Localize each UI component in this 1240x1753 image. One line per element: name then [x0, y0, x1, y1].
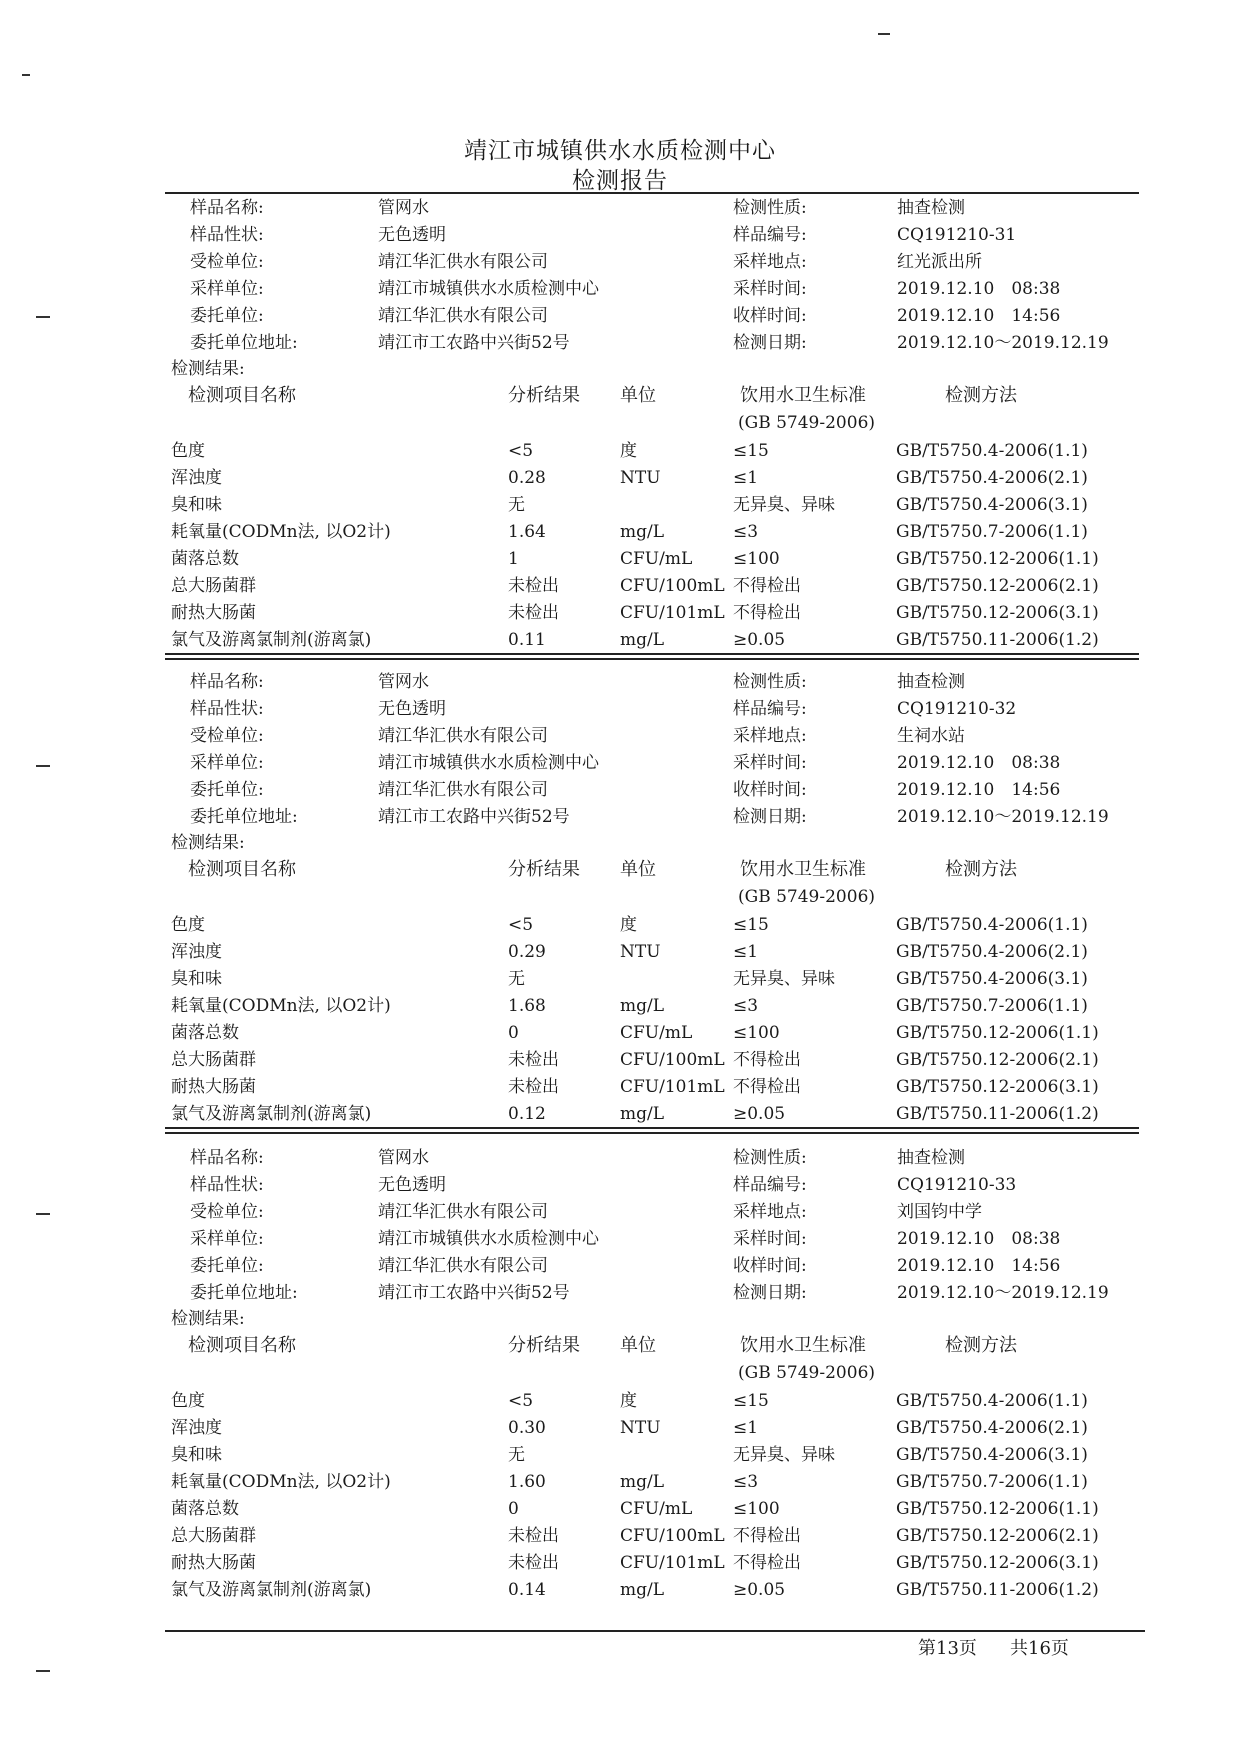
cell-result: 0: [508, 1023, 519, 1043]
cell-standard: ≤100: [733, 1499, 780, 1519]
cell-unit: 度: [620, 1391, 637, 1411]
field-value: 管网水: [378, 198, 429, 218]
cell-result: 0.28: [508, 468, 546, 488]
field-label: 采样时间:: [733, 279, 807, 299]
cell-item: 氯气及游离氯制剂(游离氯): [171, 1580, 372, 1600]
column-header-unit: 单位: [620, 385, 656, 406]
field-label: 样品编号:: [733, 699, 807, 719]
cell-result: 未检出: [508, 576, 559, 596]
column-header-result: 分析结果: [508, 385, 580, 406]
field-value: 无色透明: [378, 225, 446, 245]
cell-standard: ≤1: [733, 468, 759, 488]
field-value: 抽查检测: [897, 672, 965, 692]
cell-result: 0.29: [508, 942, 546, 962]
field-label: 样品性状:: [190, 699, 264, 719]
cell-item: 色度: [171, 1391, 205, 1411]
column-header-standard-ref: (GB 5749-2006): [738, 1363, 876, 1383]
cell-result: 0.11: [508, 630, 546, 650]
cell-unit: CFU/100mL: [620, 576, 725, 596]
cell-result: <5: [508, 915, 534, 935]
column-header-item: 检测项目名称: [188, 385, 296, 406]
field-value: 2019.12.10～2019.12.19: [897, 1283, 1109, 1303]
cell-item: 色度: [171, 441, 205, 461]
field-label: 检测日期:: [733, 1283, 807, 1303]
cell-result: 未检出: [508, 603, 559, 623]
cell-standard: ≥0.05: [733, 1580, 786, 1600]
scan-mark: [36, 765, 50, 767]
cell-standard: 不得检出: [733, 603, 801, 623]
field-label: 委托单位:: [190, 780, 264, 800]
scan-mark: [36, 1670, 50, 1672]
cell-method: GB/T5750.12-2006(1.1): [896, 549, 1099, 569]
top-rule: [165, 192, 1139, 194]
cell-standard: ≤3: [733, 522, 759, 542]
field-label: 受检单位:: [190, 1202, 264, 1222]
cell-unit: 度: [620, 915, 637, 935]
field-label: 受检单位:: [190, 252, 264, 272]
field-value: 靖江市城镇供水水质检测中心: [378, 279, 599, 299]
column-header-method: 检测方法: [945, 385, 1017, 406]
cell-standard: ≤100: [733, 1023, 780, 1043]
cell-standard: ≤15: [733, 1391, 769, 1411]
cell-unit: mg/L: [620, 1580, 665, 1600]
cell-result: 0.14: [508, 1580, 546, 1600]
cell-unit: mg/L: [620, 630, 665, 650]
section-rule: [165, 658, 1139, 660]
cell-standard: ≤100: [733, 549, 780, 569]
cell-result: 1.64: [508, 522, 546, 542]
cell-standard: 不得检出: [733, 1050, 801, 1070]
cell-item: 耐热大肠菌: [171, 1553, 256, 1573]
cell-unit: NTU: [620, 468, 661, 488]
cell-standard: ≤1: [733, 942, 759, 962]
field-value: 靖江市城镇供水水质检测中心: [378, 753, 599, 773]
cell-result: 1: [508, 549, 519, 569]
cell-unit: mg/L: [620, 522, 665, 542]
cell-item: 菌落总数: [171, 549, 239, 569]
field-value: 靖江华汇供水有限公司: [378, 1256, 548, 1276]
field-value: 抽查检测: [897, 1148, 965, 1168]
org-title: 靖江市城镇供水水质检测中心: [464, 138, 776, 164]
field-value: 靖江华汇供水有限公司: [378, 780, 548, 800]
field-label: 样品编号:: [733, 1175, 807, 1195]
cell-result: 0.30: [508, 1418, 546, 1438]
cell-standard: 不得检出: [733, 576, 801, 596]
cell-standard: ≤3: [733, 1472, 759, 1492]
cell-standard: ≤3: [733, 996, 759, 1016]
column-header-result: 分析结果: [508, 1335, 580, 1356]
cell-standard: ≥0.05: [733, 1104, 786, 1124]
field-label: 受检单位:: [190, 726, 264, 746]
field-value: 2019.12.10～2019.12.19: [897, 333, 1109, 353]
field-label: 检测性质:: [733, 672, 807, 692]
cell-item: 浑浊度: [171, 468, 222, 488]
column-header-standard-ref: (GB 5749-2006): [738, 413, 876, 433]
cell-method: GB/T5750.4-2006(1.1): [896, 441, 1088, 461]
cell-standard: 不得检出: [733, 1526, 801, 1546]
cell-item: 总大肠菌群: [171, 1050, 256, 1070]
field-value: 红光派出所: [897, 252, 982, 272]
field-label: 委托单位地址:: [190, 807, 298, 827]
cell-method: GB/T5750.12-2006(3.1): [896, 1077, 1099, 1097]
column-header-standard: 饮用水卫生标准: [740, 1335, 866, 1356]
cell-standard: 无异臭、异味: [733, 1445, 835, 1465]
field-value: 靖江市工农路中兴街52号: [378, 333, 570, 353]
cell-unit: NTU: [620, 942, 661, 962]
cell-item: 总大肠菌群: [171, 576, 256, 596]
cell-item: 耐热大肠菌: [171, 603, 256, 623]
cell-result: 无: [508, 1445, 525, 1465]
field-label: 样品性状:: [190, 225, 264, 245]
cell-method: GB/T5750.7-2006(1.1): [896, 1472, 1088, 1492]
results-heading: 检测结果:: [171, 833, 245, 853]
page-total: 共16页: [1010, 1638, 1069, 1659]
cell-unit: CFU/mL: [620, 1023, 693, 1043]
cell-unit: mg/L: [620, 1472, 665, 1492]
cell-unit: CFU/mL: [620, 1499, 693, 1519]
cell-result: 0.12: [508, 1104, 546, 1124]
section-rule: [165, 1132, 1139, 1134]
column-header-method: 检测方法: [945, 859, 1017, 880]
cell-method: GB/T5750.4-2006(1.1): [896, 1391, 1088, 1411]
field-label: 样品编号:: [733, 225, 807, 245]
field-label: 采样时间:: [733, 753, 807, 773]
cell-item: 耗氧量(CODMn法, 以O2计): [171, 522, 391, 542]
bottom-rule: [165, 1630, 1145, 1632]
field-label: 委托单位地址:: [190, 333, 298, 353]
cell-item: 臭和味: [171, 1445, 222, 1465]
field-label: 采样地点:: [733, 252, 807, 272]
field-value: 2019.12.10 14:56: [897, 780, 1061, 800]
field-value: 无色透明: [378, 1175, 446, 1195]
cell-result: 未检出: [508, 1050, 559, 1070]
cell-method: GB/T5750.12-2006(1.1): [896, 1023, 1099, 1043]
results-heading: 检测结果:: [171, 1309, 245, 1329]
field-value: 靖江华汇供水有限公司: [378, 726, 548, 746]
cell-unit: CFU/101mL: [620, 1553, 725, 1573]
cell-method: GB/T5750.12-2006(2.1): [896, 1050, 1099, 1070]
field-value: 生祠水站: [897, 726, 965, 746]
cell-item: 总大肠菌群: [171, 1526, 256, 1546]
cell-item: 臭和味: [171, 969, 222, 989]
field-label: 检测日期:: [733, 807, 807, 827]
cell-method: GB/T5750.11-2006(1.2): [896, 630, 1099, 650]
cell-standard: 不得检出: [733, 1077, 801, 1097]
cell-standard: ≥0.05: [733, 630, 786, 650]
field-value: 2019.12.10 14:56: [897, 306, 1061, 326]
cell-standard: 无异臭、异味: [733, 495, 835, 515]
field-label: 采样单位:: [190, 1229, 264, 1249]
cell-method: GB/T5750.12-2006(1.1): [896, 1499, 1099, 1519]
cell-item: 氯气及游离氯制剂(游离氯): [171, 630, 372, 650]
cell-unit: mg/L: [620, 1104, 665, 1124]
field-label: 采样单位:: [190, 279, 264, 299]
report-title: 检测报告: [572, 168, 668, 194]
field-label: 收样时间:: [733, 780, 807, 800]
field-label: 样品名称:: [190, 198, 264, 218]
field-value: 靖江市工农路中兴街52号: [378, 1283, 570, 1303]
field-value: 靖江华汇供水有限公司: [378, 1202, 548, 1222]
field-value: 管网水: [378, 672, 429, 692]
cell-item: 色度: [171, 915, 205, 935]
cell-result: 1.68: [508, 996, 546, 1016]
cell-result: 未检出: [508, 1526, 559, 1546]
cell-method: GB/T5750.4-2006(2.1): [896, 1418, 1088, 1438]
column-header-item: 检测项目名称: [188, 859, 296, 880]
field-value: CQ191210-33: [897, 1175, 1017, 1195]
cell-method: GB/T5750.4-2006(3.1): [896, 1445, 1088, 1465]
column-header-unit: 单位: [620, 859, 656, 880]
cell-unit: 度: [620, 441, 637, 461]
cell-item: 菌落总数: [171, 1499, 239, 1519]
cell-result: 无: [508, 495, 525, 515]
cell-unit: NTU: [620, 1418, 661, 1438]
field-value: 无色透明: [378, 699, 446, 719]
field-value: 2019.12.10～2019.12.19: [897, 807, 1109, 827]
cell-method: GB/T5750.12-2006(2.1): [896, 576, 1099, 596]
field-value: 靖江华汇供水有限公司: [378, 252, 548, 272]
field-label: 样品性状:: [190, 1175, 264, 1195]
field-label: 委托单位:: [190, 306, 264, 326]
cell-result: 0: [508, 1499, 519, 1519]
field-label: 检测性质:: [733, 1148, 807, 1168]
field-label: 委托单位:: [190, 1256, 264, 1276]
cell-unit: CFU/101mL: [620, 603, 725, 623]
column-header-result: 分析结果: [508, 859, 580, 880]
field-label: 收样时间:: [733, 306, 807, 326]
cell-item: 臭和味: [171, 495, 222, 515]
cell-item: 浑浊度: [171, 1418, 222, 1438]
field-value: 刘国钧中学: [897, 1202, 982, 1222]
field-label: 样品名称:: [190, 672, 264, 692]
cell-standard: 无异臭、异味: [733, 969, 835, 989]
cell-unit: CFU/100mL: [620, 1526, 725, 1546]
field-value: 2019.12.10 08:38: [897, 753, 1061, 773]
page-number: 第13页: [918, 1638, 977, 1659]
cell-item: 耐热大肠菌: [171, 1077, 256, 1097]
cell-method: GB/T5750.4-2006(3.1): [896, 495, 1088, 515]
column-header-unit: 单位: [620, 1335, 656, 1356]
field-label: 采样地点:: [733, 726, 807, 746]
cell-method: GB/T5750.7-2006(1.1): [896, 522, 1088, 542]
cell-result: 未检出: [508, 1553, 559, 1573]
field-value: CQ191210-32: [897, 699, 1017, 719]
column-header-item: 检测项目名称: [188, 1335, 296, 1356]
cell-method: GB/T5750.7-2006(1.1): [896, 996, 1088, 1016]
cell-item: 浑浊度: [171, 942, 222, 962]
cell-method: GB/T5750.4-2006(3.1): [896, 969, 1088, 989]
cell-standard: 不得检出: [733, 1553, 801, 1573]
column-header-standard: 饮用水卫生标准: [740, 859, 866, 880]
cell-method: GB/T5750.12-2006(3.1): [896, 1553, 1099, 1573]
section-rule: [165, 653, 1139, 655]
scan-mark: [22, 74, 30, 76]
field-label: 检测日期:: [733, 333, 807, 353]
cell-result: 无: [508, 969, 525, 989]
field-label: 检测性质:: [733, 198, 807, 218]
field-label: 委托单位地址:: [190, 1283, 298, 1303]
column-header-method: 检测方法: [945, 1335, 1017, 1356]
field-value: 靖江华汇供水有限公司: [378, 306, 548, 326]
scan-mark: [36, 316, 50, 318]
scan-mark: [36, 1213, 50, 1215]
cell-unit: CFU/100mL: [620, 1050, 725, 1070]
cell-item: 耗氧量(CODMn法, 以O2计): [171, 1472, 391, 1492]
field-label: 采样时间:: [733, 1229, 807, 1249]
cell-method: GB/T5750.11-2006(1.2): [896, 1580, 1099, 1600]
cell-method: GB/T5750.12-2006(3.1): [896, 603, 1099, 623]
cell-item: 耗氧量(CODMn法, 以O2计): [171, 996, 391, 1016]
cell-item: 氯气及游离氯制剂(游离氯): [171, 1104, 372, 1124]
cell-method: GB/T5750.4-2006(1.1): [896, 915, 1088, 935]
cell-unit: CFU/mL: [620, 549, 693, 569]
field-label: 样品名称:: [190, 1148, 264, 1168]
field-value: 靖江市城镇供水水质检测中心: [378, 1229, 599, 1249]
field-label: 采样地点:: [733, 1202, 807, 1222]
scan-mark: [878, 33, 890, 35]
results-heading: 检测结果:: [171, 359, 245, 379]
cell-standard: ≤15: [733, 441, 769, 461]
cell-result: 1.60: [508, 1472, 546, 1492]
cell-method: GB/T5750.4-2006(2.1): [896, 468, 1088, 488]
field-value: 2019.12.10 14:56: [897, 1256, 1061, 1276]
field-value: 靖江市工农路中兴街52号: [378, 807, 570, 827]
field-label: 采样单位:: [190, 753, 264, 773]
field-label: 收样时间:: [733, 1256, 807, 1276]
column-header-standard: 饮用水卫生标准: [740, 385, 866, 406]
cell-unit: mg/L: [620, 996, 665, 1016]
cell-result: <5: [508, 1391, 534, 1411]
field-value: CQ191210-31: [897, 225, 1017, 245]
cell-standard: ≤15: [733, 915, 769, 935]
column-header-standard-ref: (GB 5749-2006): [738, 887, 876, 907]
cell-result: <5: [508, 441, 534, 461]
section-rule: [165, 1127, 1139, 1129]
cell-unit: CFU/101mL: [620, 1077, 725, 1097]
cell-method: GB/T5750.12-2006(2.1): [896, 1526, 1099, 1546]
field-value: 抽查检测: [897, 198, 965, 218]
cell-method: GB/T5750.11-2006(1.2): [896, 1104, 1099, 1124]
cell-standard: ≤1: [733, 1418, 759, 1438]
cell-method: GB/T5750.4-2006(2.1): [896, 942, 1088, 962]
cell-item: 菌落总数: [171, 1023, 239, 1043]
cell-result: 未检出: [508, 1077, 559, 1097]
field-value: 2019.12.10 08:38: [897, 279, 1061, 299]
field-value: 管网水: [378, 1148, 429, 1168]
field-value: 2019.12.10 08:38: [897, 1229, 1061, 1249]
